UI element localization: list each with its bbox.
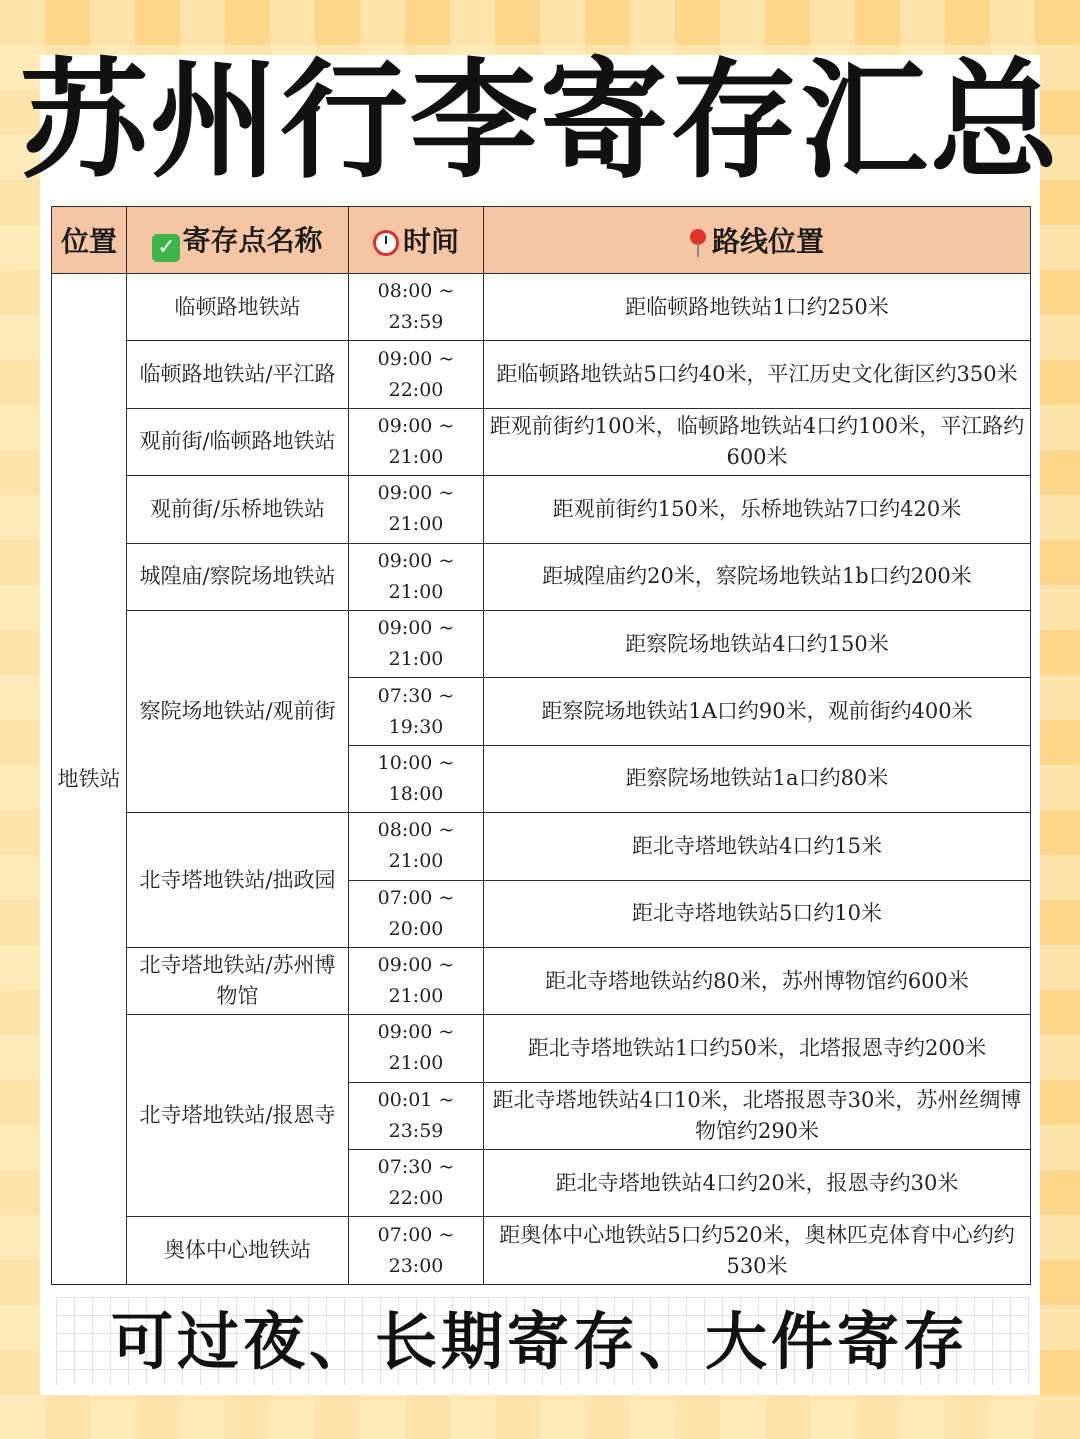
time-cell: 09:00 ~ 21:00 — [349, 476, 484, 543]
route-cell: 距北寺塔地铁站5口约10米 — [484, 880, 1031, 947]
time-cell: 07:30 ~ 22:00 — [349, 1150, 484, 1217]
route-cell: 距北寺塔地铁站4口10米，北塔报恩寺30米，苏州丝绸博物馆约290米 — [484, 1082, 1031, 1149]
time-cell: 09:00 ~ 21:00 — [349, 1015, 484, 1082]
route-cell: 距临顿路地铁站1口约250米 — [484, 274, 1031, 341]
time-cell: 09:00 ~ 22:00 — [349, 341, 484, 408]
pin-icon — [690, 229, 706, 245]
table-row — [52, 610, 1031, 677]
time-cell: 07:30 ~ 19:30 — [349, 678, 484, 745]
name-cell: 观前街/临顿路地铁站 — [127, 408, 349, 475]
name-cell: 观前街/乐桥地铁站 — [127, 476, 349, 543]
table-row — [52, 341, 1031, 408]
route-cell: 距北寺塔地铁站1口约50米，北塔报恩寺约200米 — [484, 1015, 1031, 1082]
time-cell: 00:01 ~ 23:59 — [349, 1082, 484, 1149]
header-time — [349, 207, 484, 274]
route-cell: 距临顿路地铁站5口约40米，平江历史文化街区约350米 — [484, 341, 1031, 408]
route-cell: 距察院场地铁站1a口约80米 — [484, 745, 1031, 812]
table-row — [52, 947, 1031, 1014]
name-cell: 城隍庙/察院场地铁站 — [127, 543, 349, 610]
time-cell: 10:00 ~ 18:00 — [349, 745, 484, 812]
header-route-label: 路线位置 — [711, 225, 824, 258]
name-cell: 临顿路地铁站 — [127, 274, 349, 341]
time-cell: 09:00 ~ 21:00 — [349, 947, 484, 1014]
table-header-row — [52, 207, 1031, 274]
check-icon: ✓ — [152, 234, 180, 262]
header-name — [127, 207, 349, 274]
route-cell: 距北寺塔地铁站约80米，苏州博物馆约600米 — [484, 947, 1031, 1014]
name-cell: 北寺塔地铁站/拙政园 — [127, 813, 349, 948]
clock-icon — [373, 230, 399, 256]
table-row — [52, 813, 1031, 880]
header-name-label: 寄存点名称 — [182, 223, 323, 257]
header-route — [484, 207, 1031, 274]
route-cell: 距奥体中心地铁站5口约520米，奥林匹克体育中心约约530米 — [484, 1217, 1031, 1285]
route-cell: 距北寺塔地铁站4口约20米，报恩寺约30米 — [484, 1150, 1031, 1217]
name-cell: 奥体中心地铁站 — [127, 1217, 349, 1285]
category-cell: 地铁站 — [52, 274, 127, 1285]
time-cell: 07:00 ~ 20:00 — [349, 880, 484, 947]
name-cell: 北寺塔地铁站/苏州博物馆 — [127, 947, 349, 1014]
header-time-label: 时间 — [402, 225, 459, 258]
table-row — [52, 274, 1031, 341]
luggage-storage-table — [51, 206, 1031, 1285]
table-row — [52, 543, 1031, 610]
route-cell: 距城隍庙约20米，察院场地铁站1b口约200米 — [484, 543, 1031, 610]
route-cell: 距北寺塔地铁站4口约15米 — [484, 813, 1031, 880]
time-cell: 09:00 ~ 21:00 — [349, 543, 484, 610]
table-row — [52, 476, 1031, 543]
table-row — [52, 1217, 1031, 1285]
name-cell: 临顿路地铁站/平江路 — [127, 341, 349, 408]
route-cell: 距察院场地铁站1A口约90米，观前街约400米 — [484, 678, 1031, 745]
time-cell: 09:00 ~ 21:00 — [349, 610, 484, 677]
route-cell: 距观前街约100米，临顿路地铁站4口约100米，平江路约600米 — [484, 408, 1031, 475]
route-cell: 距察院场地铁站4口约150米 — [484, 610, 1031, 677]
table-row — [52, 408, 1031, 475]
footer-tagline: 可过夜、长期寄存、大件寄存 — [110, 1305, 969, 1378]
time-cell: 08:00 ~ 21:00 — [349, 813, 484, 880]
route-cell: 距观前街约150米，乐桥地铁站7口约420米 — [484, 476, 1031, 543]
name-cell: 察院场地铁站/观前街 — [127, 610, 349, 812]
header-location: 位置 — [52, 207, 127, 274]
time-cell: 07:00 ~ 23:00 — [349, 1217, 484, 1285]
table-row — [52, 1015, 1031, 1082]
time-cell: 08:00 ~ 23:59 — [349, 274, 484, 341]
time-cell: 09:00 ~ 21:00 — [349, 408, 484, 475]
name-cell: 北寺塔地铁站/报恩寺 — [127, 1015, 349, 1217]
page-title: 苏州行李寄存汇总 — [19, 47, 1060, 196]
